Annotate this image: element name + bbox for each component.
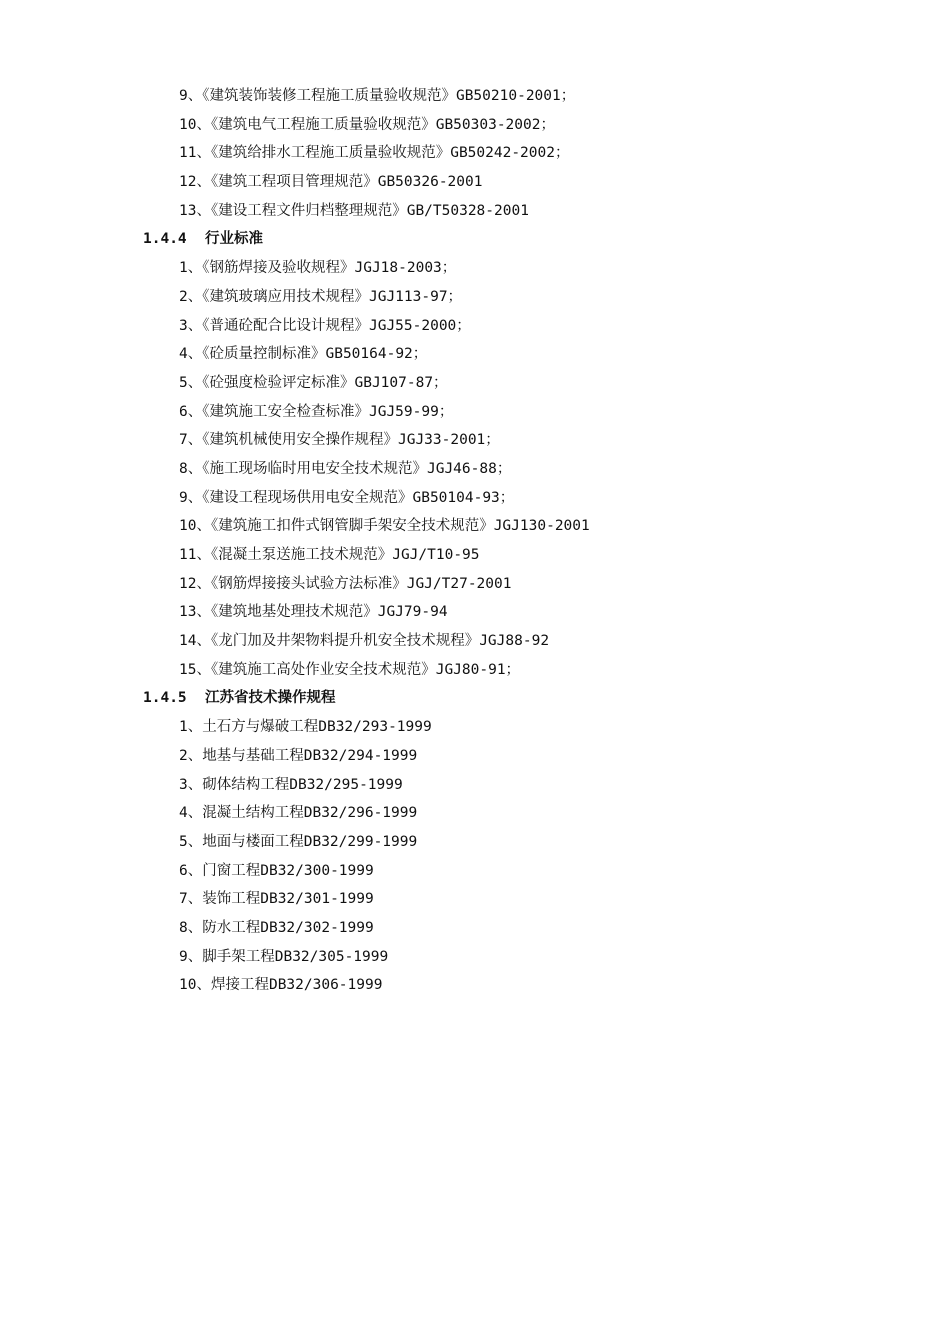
list-item: 8、防水工程DB32/302-1999 bbox=[179, 919, 374, 936]
list-item: 9、《建筑装饰装修工程施工质量验收规范》GB50210-2001； bbox=[179, 88, 576, 104]
list-item: 11、《混凝土泵送施工技术规范》JGJ/T10-95 bbox=[179, 547, 480, 563]
section-heading-jiangsu-procedures bbox=[0, 684, 950, 713]
list-item: 3、《普通砼配合比设计规程》JGJ55-2000； bbox=[179, 317, 471, 334]
section-number: 1.4.5 bbox=[143, 690, 187, 707]
jiangsu-procedures-list bbox=[0, 713, 950, 1000]
list-item: 12、《建筑工程项目管理规范》GB50326-2001 bbox=[179, 174, 483, 191]
list-item: 2、《建筑玻璃应用技术规程》JGJ113-97； bbox=[179, 288, 463, 305]
list-item: 13、《建筑地基处理技术规范》JGJ79-94 bbox=[179, 604, 448, 621]
list-item: 5、《砼强度检验评定标准》GBJ107-87； bbox=[179, 374, 448, 391]
section-number: 1.4.4 bbox=[143, 231, 187, 248]
list-item: 9、脚手架工程DB32/305-1999 bbox=[179, 948, 389, 965]
section-heading-industry-standards bbox=[0, 225, 950, 254]
list-item: 3、砌体结构工程DB32/295-1999 bbox=[179, 776, 403, 793]
list-item: 1、土石方与爆破工程DB32/293-1999 bbox=[179, 719, 432, 736]
list-item: 6、门窗工程DB32/300-1999 bbox=[179, 862, 374, 879]
list-item: 4、《砼质量控制标准》GB50164-92； bbox=[179, 346, 428, 363]
list-item: 4、混凝土结构工程DB32/296-1999 bbox=[179, 805, 418, 822]
list-item: 13、《建设工程文件归档整理规范》GB/T50328-2001 bbox=[179, 202, 529, 219]
list-item: 10、焊接工程DB32/306-1999 bbox=[179, 977, 383, 994]
list-item: 7、装饰工程DB32/301-1999 bbox=[179, 891, 374, 908]
list-item: 14、《龙门加及井架物料提升机安全技术规程》JGJ88-92 bbox=[179, 633, 550, 650]
list-item: 2、地基与基础工程DB32/294-1999 bbox=[179, 747, 418, 764]
list-item: 9、《建设工程现场供用电安全规范》GB50104-93； bbox=[179, 489, 515, 506]
list-item: 11、《建筑给排水工程施工质量验收规范》GB50242-2002； bbox=[179, 145, 570, 162]
industry-standards-list bbox=[0, 254, 950, 684]
list-item: 8、《施工现场临时用电安全技术规范》JGJ46-88； bbox=[179, 460, 512, 477]
list-item: 5、地面与楼面工程DB32/299-1999 bbox=[179, 833, 418, 850]
list-item: 15、《建筑施工高处作业安全技术规范》JGJ80-91； bbox=[179, 661, 521, 678]
list-item: 12、《钢筋焊接接头试验方法标准》JGJ/T27-2001 bbox=[179, 575, 512, 592]
list-item: 10、《建筑施工扣件式钢管脚手架安全技术规范》JGJ130-2001 bbox=[179, 518, 590, 535]
section-title: 江苏省技术操作规程 bbox=[205, 690, 336, 707]
section-title: 行业标准 bbox=[205, 231, 263, 248]
list-item: 6、《建筑施工安全检查标准》JGJ59-99； bbox=[179, 403, 454, 420]
document-page bbox=[0, 82, 950, 1000]
list-item: 1、《钢筋焊接及验收规程》JGJ18-2003； bbox=[179, 260, 457, 277]
list-item: 7、《建筑机械使用安全操作规程》JGJ33-2001； bbox=[179, 432, 500, 449]
list-item: 10、《建筑电气工程施工质量验收规范》GB50303-2002； bbox=[179, 116, 555, 133]
standards-list-continued bbox=[0, 82, 950, 225]
